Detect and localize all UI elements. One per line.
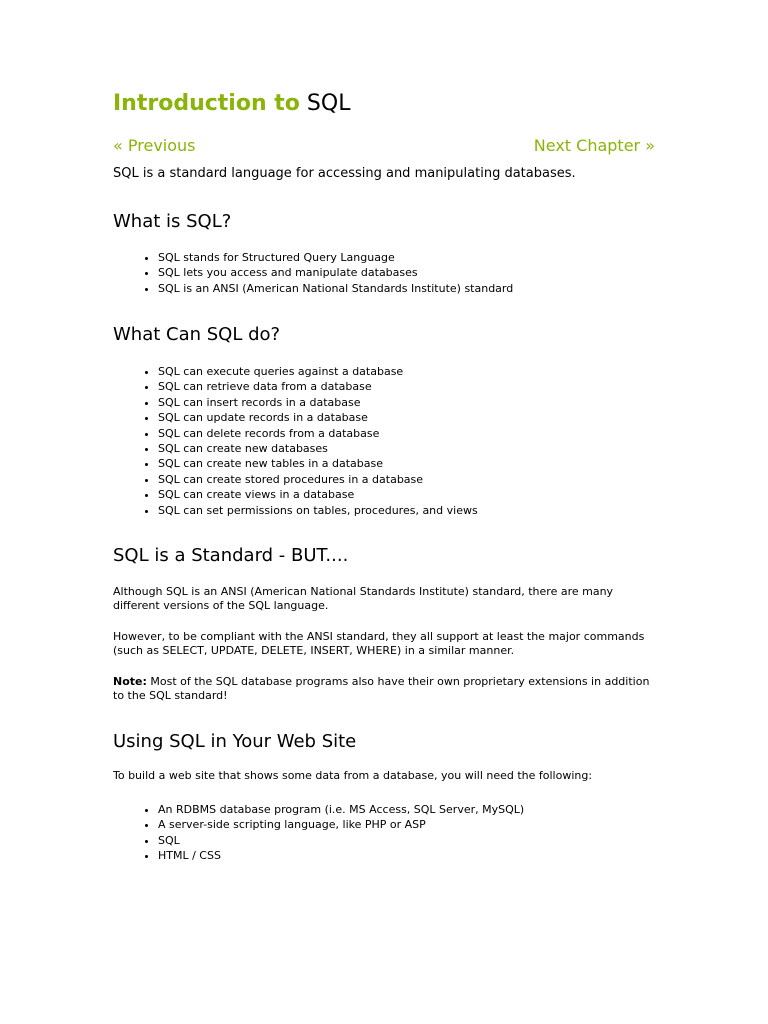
list-item: • SQL can delete records from a database [158,426,658,441]
list-item: • SQL can insert records in a database [158,395,658,410]
intro-text: SQL is a standard language for accessing and manipulating databases. [113,166,576,181]
previous-link[interactable]: « Previous [113,136,196,155]
note-text: Most of the SQL database programs also have their own proprietary extensions in addition to the SQL standard! [113,675,650,702]
list-what-is-sql [113,250,658,296]
list-item: • A server-side scripting language, like PHP or ASP [158,817,658,832]
list-item: • HTML / CSS [158,848,658,863]
page-title-plain: SQL [306,91,351,116]
list-item: • SQL can update records in a database [158,410,658,425]
heading-what-is-sql: What is SQL? [113,211,232,232]
note-label: Note: [113,675,147,688]
next-chapter-link[interactable]: Next Chapter » [533,136,655,155]
list-item: • SQL can create stored procedures in a database [158,472,658,487]
heading-using-sql-web-site: Using SQL in Your Web Site [113,731,357,752]
list-item: • SQL stands for Structured Query Language [158,250,658,265]
paragraph-note [113,675,653,703]
chapter-navigation [113,134,655,158]
heading-what-can-sql-do: What Can SQL do? [113,324,281,345]
page-title-accent: Introduction to [113,91,300,116]
paragraph-web-site-needs: To build a web site that shows some data from a database, you will need the following: [113,769,593,782]
list-item: • SQL can set permissions on tables, procedures, and views [158,503,658,518]
list-item: • SQL can execute queries against a database [158,364,658,379]
list-item: • SQL lets you access and manipulate databases [158,265,658,280]
list-item: • SQL can create new databases [158,441,658,456]
paragraph-standard-versions: Although SQL is an ANSI (American National Standards Institute) standard, there are many different versions of the SQL language. [113,585,614,612]
heading-sql-standard: SQL is a Standard - BUT.... [113,545,349,566]
paragraph-ansi-compliance: However, to be compliant with the ANSI standard, they all support at least the major commands (such as SELECT, UPDATE, DELETE, INSERT, WHERE) in a similar manner. [113,630,645,657]
list-item: • SQL [158,833,658,848]
list-web-site-requirements [113,802,658,864]
list-item: • SQL can create views in a database [158,487,658,502]
list-item: • SQL is an ANSI (American National Standards Institute) standard [158,281,658,296]
list-item: • SQL can retrieve data from a database [158,379,658,394]
list-what-can-sql-do [113,364,658,518]
list-item: • An RDBMS database program (i.e. MS Access, SQL Server, MySQL) [158,802,658,817]
list-item: • SQL can create new tables in a database [158,456,658,471]
page-title [113,88,350,120]
